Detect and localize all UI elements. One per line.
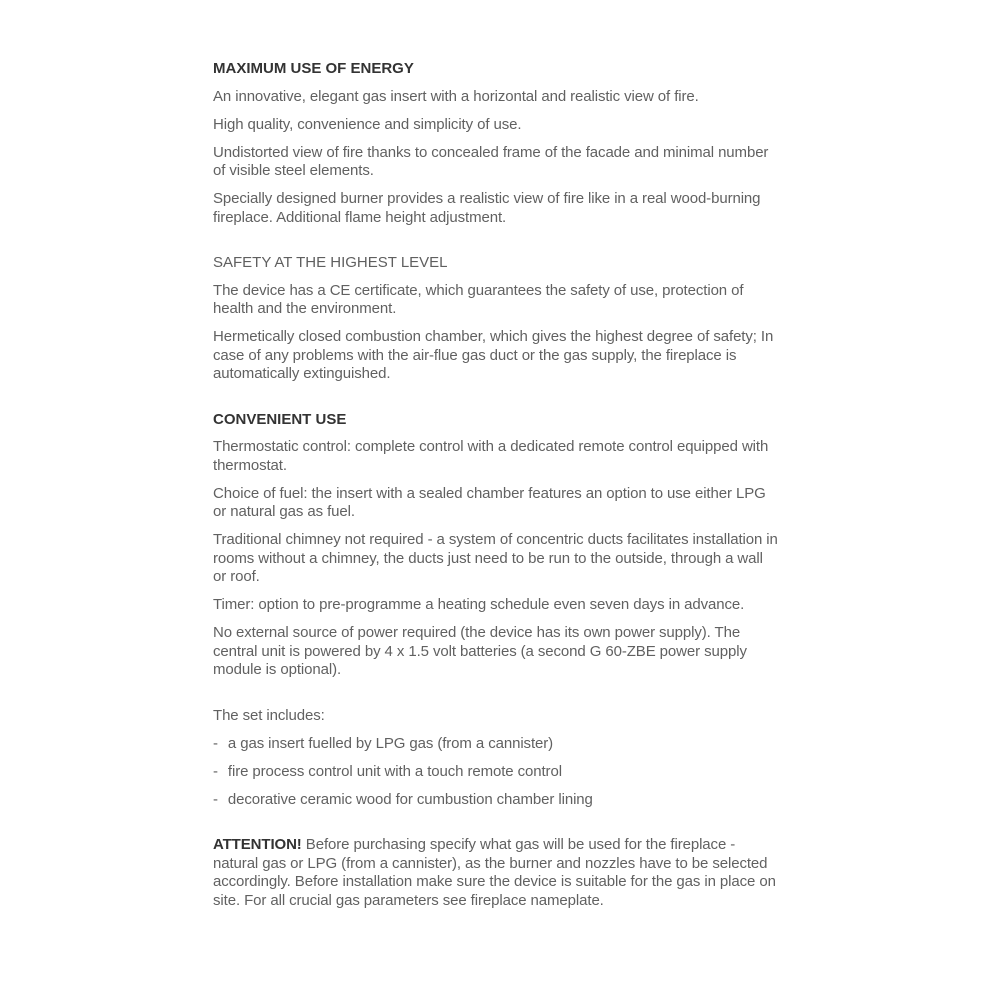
list-item [213, 735, 779, 754]
paragraph: The device has a CE certificate, which guarantees the safety of use, protection of health and the environment. [213, 281, 744, 317]
attention-label: ATTENTION! [213, 836, 302, 853]
paragraph: Thermostatic control: complete control with a dedicated remote control equipped with thermostat. [213, 438, 769, 474]
set-includes-list [213, 735, 779, 810]
list-item [213, 791, 779, 810]
section-heading-safety: SAFETY AT THE HIGHEST LEVEL [213, 254, 448, 271]
dash-bullet: - [213, 762, 218, 780]
section-set-includes [213, 707, 779, 810]
paragraph: No external source of power required (the device has its own power supply). The central unit is powered by 4 x 1.5 volt batteries (a second G 60-ZBE power supply module is optional). [213, 624, 747, 678]
dash-bullet: - [213, 734, 218, 752]
text-column [213, 0, 779, 910]
list-item [213, 763, 779, 782]
list-item-text: decorative ceramic wood for cumbustion chamber lining [227, 790, 593, 808]
set-includes-intro: The set includes: [213, 706, 325, 724]
section-heading-convenient: CONVENIENT USE [213, 410, 347, 428]
section-attention [213, 836, 779, 910]
paragraph: High quality, convenience and simplicity of use. [213, 115, 522, 133]
list-item-text: fire process control unit with a touch remote control [227, 762, 562, 780]
attention-paragraph [213, 836, 779, 910]
list-item-text: a gas insert fuelled by LPG gas (from a cannister) [227, 734, 554, 752]
paragraph: Undistorted view of fire thanks to concealed frame of the facade and minimal number of visible steel elements. [213, 143, 769, 179]
paragraph: Hermetically closed combustion chamber, which gives the highest degree of safety; In case of any problems with the air-flue gas duct or the gas supply, the fireplace is automatically extinguished. [213, 328, 774, 382]
paragraph: Choice of fuel: the insert with a sealed chamber features an option to use either LPG or natural gas as fuel. [213, 484, 766, 520]
section-maximum-use-of-energy [213, 60, 779, 227]
section-heading-energy: MAXIMUM USE OF ENERGY [213, 60, 414, 77]
paragraph: Timer: option to pre-programme a heating schedule even seven days in advance. [213, 596, 745, 613]
paragraph: Traditional chimney not required - a system of concentric ducts facilitates installation in rooms without a chimney, the ducts just need to be run to the outside, through a wall or roof. [213, 531, 778, 585]
paragraph: Specially designed burner provides a realistic view of fire like in a real wood-burning fireplace. Additional flame height adjustment. [213, 190, 761, 226]
section-convenient-use [213, 411, 779, 680]
dash-bullet: - [213, 790, 218, 808]
attention-text: Before purchasing specify what gas will be used for the fireplace - natural gas or LPG (from a cannister), as the burner and nozzles have to be selected accordingly. Before installation make sure the device is suitable for the gas in place on site. For all crucial gas parameters see fireplace nameplate. [213, 836, 776, 909]
section-safety [213, 254, 779, 384]
paragraph: An innovative, elegant gas insert with a horizontal and realistic view of fire. [213, 87, 699, 105]
